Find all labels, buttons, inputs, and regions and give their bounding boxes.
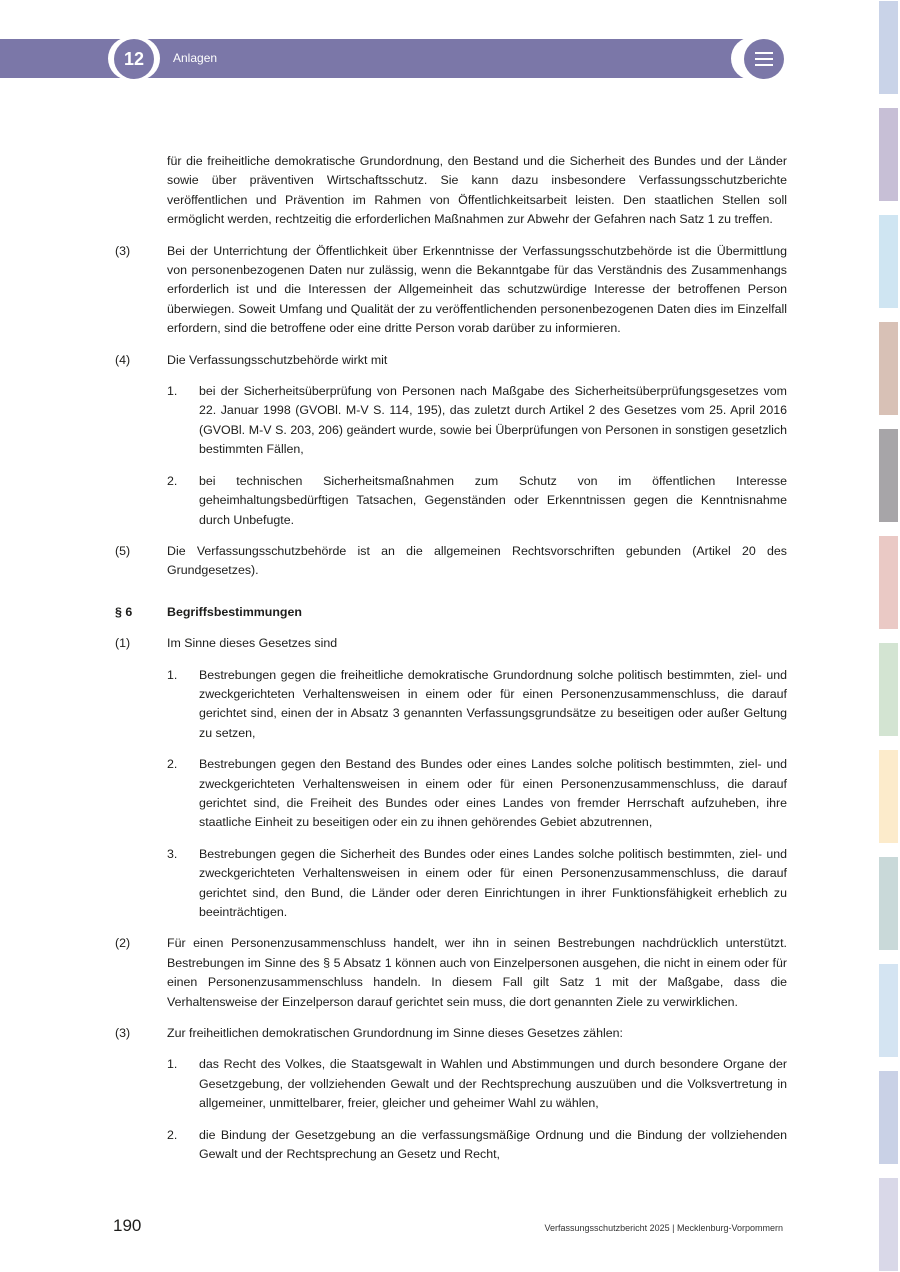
list-item (115, 1126, 787, 1165)
chapter-title: Anlagen (173, 51, 218, 65)
section-heading (115, 603, 787, 622)
paragraph-5-3 (115, 242, 787, 339)
item-number: 1. (167, 1057, 178, 1072)
item-number: 2. (167, 757, 178, 772)
paragraph-6-1 (115, 634, 787, 653)
paragraph-5-5 (115, 542, 787, 581)
item-text: bei technischen Sicherheitsmaßnahmen zum Schutz von im öffentlichen Interesse geheimhaltungsbedürftigen Tatsachen, Gegenständen oder Erkenntnissen gegen die Kenntnisnahme durch Unbefugte. (199, 473, 787, 527)
paragraph-text: Im Sinne dieses Gesetzes sind (167, 636, 338, 651)
paragraph-number: (2) (115, 936, 131, 951)
document-body (115, 152, 787, 1176)
section-title: Begriffsbestimmungen (167, 604, 302, 619)
item-text: Bestrebungen gegen den Bestand des Bundes oder eines Landes solche politisch bestimmten, ziel- und zweckgerichteten Verhaltensweisen in einem oder für einen Personenzusammenschluss, die darauf gerichtet sind, die Freiheit des Bundes oder eines Landes von fremder Herrschaft aufzuheben, ihre staatliche Einheit zu beseitigen oder ein zu ihnen gehörendes Gebiet abzutrennen, (199, 757, 787, 830)
paragraph-number: (3) (115, 1026, 131, 1041)
item-number: 2. (167, 1127, 178, 1142)
paragraph-number: (3) (115, 243, 131, 258)
list-item (115, 666, 787, 744)
chapter-tab-5[interactable] (879, 429, 898, 522)
item-text: Bestrebungen gegen die freiheitliche demokratische Grundordnung solche politisch bestimmten, ziel- und zweckgerichteten Verhaltensweisen in einem oder für einen Personenzusammenschluss, die darauf gerichtet sind, einen der in Absatz 3 genannten Verfassungsgrundsätze zu beseitigen oder außer Geltung zu setzen, (199, 667, 787, 740)
paragraph-text: Die Verfassungsschutzbehörde ist an die allgemeinen Rechtsvorschriften gebunden (Artikel 20 des Grundgesetzes). (167, 543, 787, 578)
hamburger-icon (755, 64, 773, 66)
list-item (115, 472, 787, 530)
chapter-tab-1[interactable] (879, 1, 898, 94)
paragraph-6-2 (115, 934, 787, 1012)
paragraph-text: Für einen Personenzusammenschluss handelt, wer ihn in seinen Bestrebungen nachdrücklich unterstützt. Bestrebungen im Sinne des § 5 Absatz 1 können auch von Einzelpersonen ausgehen, die nicht in einem oder für einen Personenzusammenschluss handeln. In diesem Fall gilt Satz 1 mit der Maßgabe, dass die Verhaltensweise der Einzelperson darauf gerichtet sein muss, die dort genannten Ziele zu verwirklichen. (167, 936, 787, 1009)
item-number: 3. (167, 846, 178, 861)
chapter-tab-11[interactable] (879, 1071, 898, 1164)
paragraph-text: Bei der Unterrichtung der Öffentlichkeit über Erkenntnisse der Verfassungsschutzbehörde ist die Übermittlung von personenbezogenen Daten nur zulässig, wenn die Bekanntgabe für das Verständnis des Zusammenhangs erforderlich ist und die Interessen der Allgemeinheit das schutzwürdige Interesse der betroffenen Person überwiegen. Soweit Umfang und Qualität der zu veröffentlichenden personenbezogenen Daten dies im Einzelfall erfordern, sind die betroffene oder eine dritte Person vorab darüber zu informieren. (167, 243, 787, 336)
chapter-tab-4[interactable] (879, 322, 898, 415)
item-text: das Recht des Volkes, die Staatsgewalt in Wahlen und Abstimmungen und durch besondere Organe der Gesetzgebung, der vollziehenden Gewalt und der Rechtsprechung auszuüben und die Volksvertretung in allgemeiner, unmittelbarer, freier, gleicher und geheimer Wahl zu wählen, (199, 1057, 787, 1111)
chapter-tab-10[interactable] (879, 964, 898, 1057)
item-number: 1. (167, 384, 178, 399)
paragraph-number: (1) (115, 636, 131, 651)
list-item (115, 382, 787, 460)
paragraph-number: (4) (115, 352, 131, 367)
chapter-tab-6[interactable] (879, 536, 898, 629)
paragraph-number: (5) (115, 543, 131, 558)
hamburger-icon (755, 52, 773, 54)
menu-button[interactable] (744, 39, 784, 79)
chapter-tab-8[interactable] (879, 750, 898, 843)
chapter-tab-7[interactable] (879, 643, 898, 736)
list-item (115, 845, 787, 923)
chapter-tab-12[interactable] (879, 1178, 898, 1271)
list-item (115, 1055, 787, 1113)
item-text: die Bindung der Gesetzgebung an die verfassungsmäßige Ordnung und die Bindung der vollziehenden Gewalt und der Rechtsprechung an Gesetz und Recht, (199, 1127, 787, 1162)
hamburger-icon (755, 58, 773, 60)
paragraph-5-4 (115, 351, 787, 370)
item-number: 1. (167, 667, 178, 682)
paragraph-continued: für die freiheitliche demokratische Grundordnung, den Bestand und die Sicherheit des Bundes und der Länder sowie über präventiven Wirtschaftsschutz. Sie kann dazu insbesondere Verfassungsschutzberichte veröffentlichen und Prävention im Rahmen von Öffentlichkeitsarbeit leisten. Den staatlichen Stellen soll ermöglicht werden, rechtzeitig die erforderlichen Maßnahmen zur Abwehr der Gefahren nach Satz 1 zu treffen. (167, 154, 787, 227)
paragraph-text: Zur freiheitlichen demokratischen Grundordnung im Sinne dieses Gesetzes zählen: (167, 1026, 623, 1041)
paragraph-text: Die Verfassungsschutzbehörde wirkt mit (167, 352, 388, 367)
page-number: 190 (113, 1216, 142, 1235)
chapter-tab-3[interactable] (879, 215, 898, 308)
list-item (115, 755, 787, 833)
item-number: 2. (167, 473, 178, 488)
item-text: bei der Sicherheitsüberprüfung von Personen nach Maßgabe des Sicherheitsüberprüfungsgesetzes vom 22. Januar 1998 (GVOBl. M-V S. 114, 195), das zuletzt durch Artikel 2 des Gesetzes vom 25. April 2016 (GVOBl. M-V S. 203, 206) geändert wurde, sowie bei Überprüfungen von Personen in sonstigen gesetzlich bestimmten Fällen, (199, 384, 787, 457)
publication-footer: Verfassungsschutzbericht 2025 | Mecklenburg-Vorpommern (544, 1223, 783, 1233)
paragraph-6-3 (115, 1024, 787, 1043)
chapter-number: 12 (114, 39, 154, 79)
section-number: § 6 (115, 604, 133, 619)
item-text: Bestrebungen gegen die Sicherheit des Bundes oder eines Landes solche politisch bestimmten, ziel- und zweckgerichteten Verhaltensweisen in einem oder für einen Personenzusammenschluss, die darauf gerichtet sind, den Bund, die Länder oder deren Einrichtungen in ihrer Funktionsfähigkeit erheblich zu beeinträchtigen. (199, 846, 787, 919)
chapter-tab-2[interactable] (879, 108, 898, 201)
chapter-tab-9[interactable] (879, 857, 898, 950)
